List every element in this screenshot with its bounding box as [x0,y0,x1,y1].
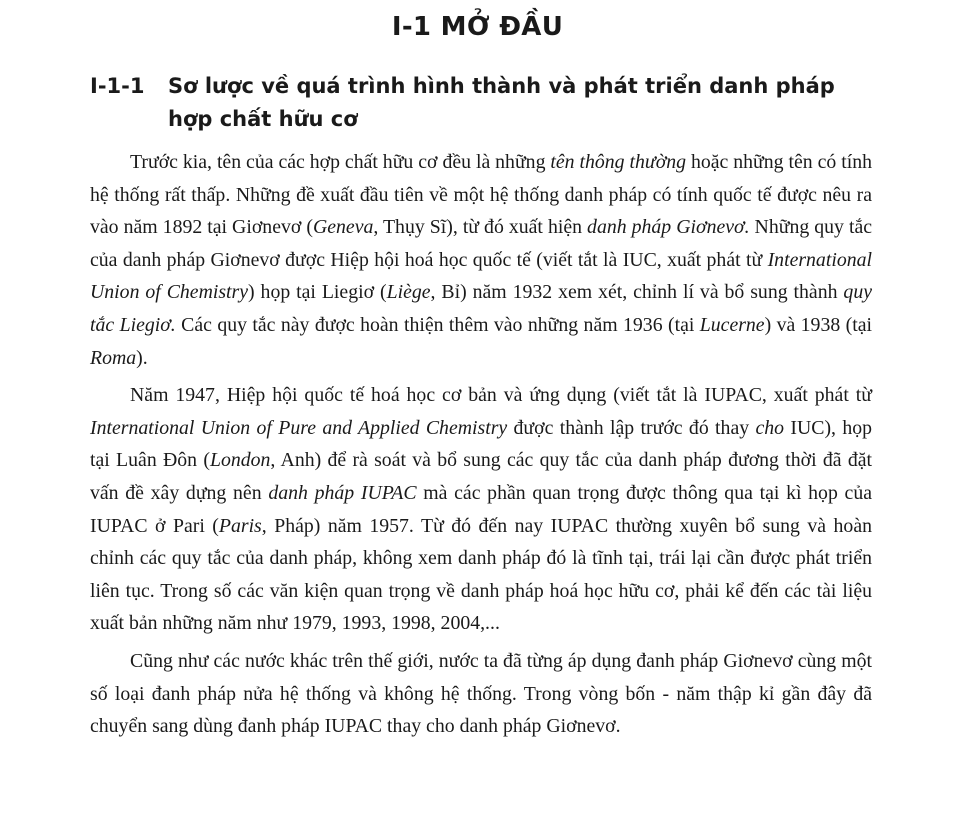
italic-text-run: danh pháp Giơnevơ. [587,216,750,239]
text-run: , Anh) để rà soát và bổ sung các quy tắc của danh pháp đương thời đã đặt vấn đề xây dựng nên [90,449,872,504]
italic-text-run: London [209,449,271,472]
text-run: ) họp tại Liegiơ ( [248,281,387,304]
text-run: ) và 1938 (tại [764,313,873,336]
text-run: , Pháp) năm 1957. Từ đó đến nay IUPAC thường xuyên bổ sung và hoàn chỉnh các quy tắc của danh pháp, không xem danh pháp đó là tĩnh tại, trái lại cần được phát triển liên tục. Trong số các văn kiện quan trọng về danh pháp hoá học hữu cơ, phải kể đến các tài liệu xuất bản những năm như 1979, 1993, 1998, 2004,... [90,514,872,635]
text-run: , Thụy Sĩ), từ đó xuất hiện [373,216,588,239]
italic-text-run: Paris [218,514,262,537]
text-run: , Bỉ) năm 1932 xem xét, chỉnh lí và bổ sung thành [430,281,844,304]
paragraph [90,146,872,374]
italic-text-run: International Union of Pure and Applied Chemistry [90,416,508,439]
italic-text-run: danh pháp IUPAC [268,481,417,504]
text-run: hoặc những tên có tính hệ thống rất thấp. Những đề xuất đầu tiên về một hệ thống danh pháp có tính quốc tế được nêu ra vào năm 1892 tại Giơnevơ ( [90,151,873,239]
text-run: mà các phần quan trọng được thông qua tại kì họp của IUPAC ở Pari ( [90,481,872,537]
italic-text-run: Liège [386,281,431,304]
italic-text-run: quy tắc Liegiơ. [90,281,872,336]
text-run: Cũng như các nước khác trên thế giới, nước ta đã từng áp dụng đanh pháp Giơnevơ cùng một số loại đanh pháp nửa hệ thống và không hệ thống. Trong vòng bốn - năm thập kỉ gần đây đã chuyển sang dùng đanh pháp IUPAC thay cho danh pháp Giơnevơ. [90,649,872,738]
italic-text-run: Lucerne [699,313,765,336]
section-title: Sơ lược về quá trình hình thành và phát triển danh pháp hợp chất hữu cơ [168,74,835,131]
text-run: Những quy tắc của danh pháp Giơnevơ được Hiệp hội hoá học quốc tế (viết tắt là IUC, xuất phát từ [90,216,873,271]
text-run: Năm 1947, Hiệp hội quốc tế hoá học cơ bản và ứng dụng (viết tắt là IUPAC, xuất phát từ [130,384,872,407]
chapter-title: I-1 MỞ ĐẦU [391,12,564,42]
text-run: IUC), họp tại Luân Đôn ( [90,416,872,472]
section-heading [90,70,880,136]
section-number: I-1-1 [90,74,145,98]
italic-text-run: tên thông thường [550,151,687,173]
paragraph [90,379,872,640]
italic-text-run: Geneva [312,216,374,239]
italic-text-run: cho [755,416,785,439]
text-run: được thành lập trước đó thay [507,416,756,439]
paragraph [90,645,872,743]
text-run: Trước kia, tên của các hợp chất hữu cơ đều là những [130,151,551,173]
italic-text-run: Roma [90,346,137,369]
text-run: Các quy tắc này được hoàn thiện thêm vào những năm 1936 (tại [175,313,700,336]
italic-text-run: International Union of Chemistry [90,248,872,304]
body-text [90,146,872,748]
text-run: ). [136,346,148,369]
